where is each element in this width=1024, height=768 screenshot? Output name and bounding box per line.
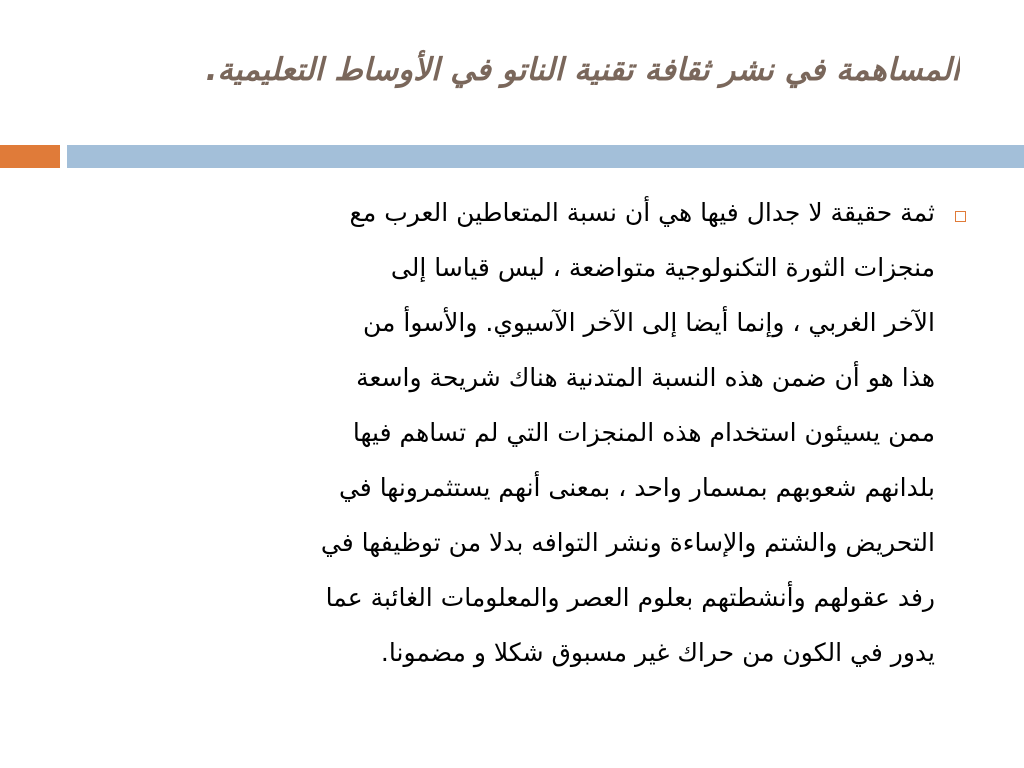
paragraph-line: بلدانهم شعوبهم بمسمار واحد ، بمعنى أنهم يستثمرونها في [338, 473, 935, 502]
paragraph-line: رفد عقولهم وأنشطتهم بعلوم العصر والمعلومات الغائبة عما [325, 583, 935, 612]
paragraph-line: هذا هو أن ضمن هذه النسبة المتدنية هناك شريحة واسعة [356, 363, 935, 392]
paragraph-line: ثمة حقيقة لا جدال فيها هي أن نسبة المتعاطين العرب مع [349, 198, 935, 227]
paragraph-line: التحريض والشتم والإساءة ونشر التوافه بدلا من توظيفها في [320, 528, 935, 557]
bullet-paragraph [60, 185, 935, 680]
paragraph-line: يدور في الكون من حراك غير مسبوق شكلا و مضمونا. [380, 638, 935, 667]
title-divider-blue-bar [67, 145, 1024, 168]
slide-title: المساهمة في نشر ثقافة تقنية الناتو في الأوساط التعليمية. [205, 52, 960, 88]
title-divider-orange-block [0, 145, 60, 168]
paragraph-line: ممن يسيئون استخدام هذه المنجزات التي لم تساهم فيها [352, 418, 935, 447]
paragraph-line: الآخر الغربي ، وإنما أيضا إلى الآخر الآسيوي. والأسوأ من [363, 308, 935, 337]
hollow-square-bullet-icon [955, 211, 966, 222]
paragraph-line: منجزات الثورة التكنولوجية متواضعة ، ليس قياسا إلى [390, 253, 935, 282]
